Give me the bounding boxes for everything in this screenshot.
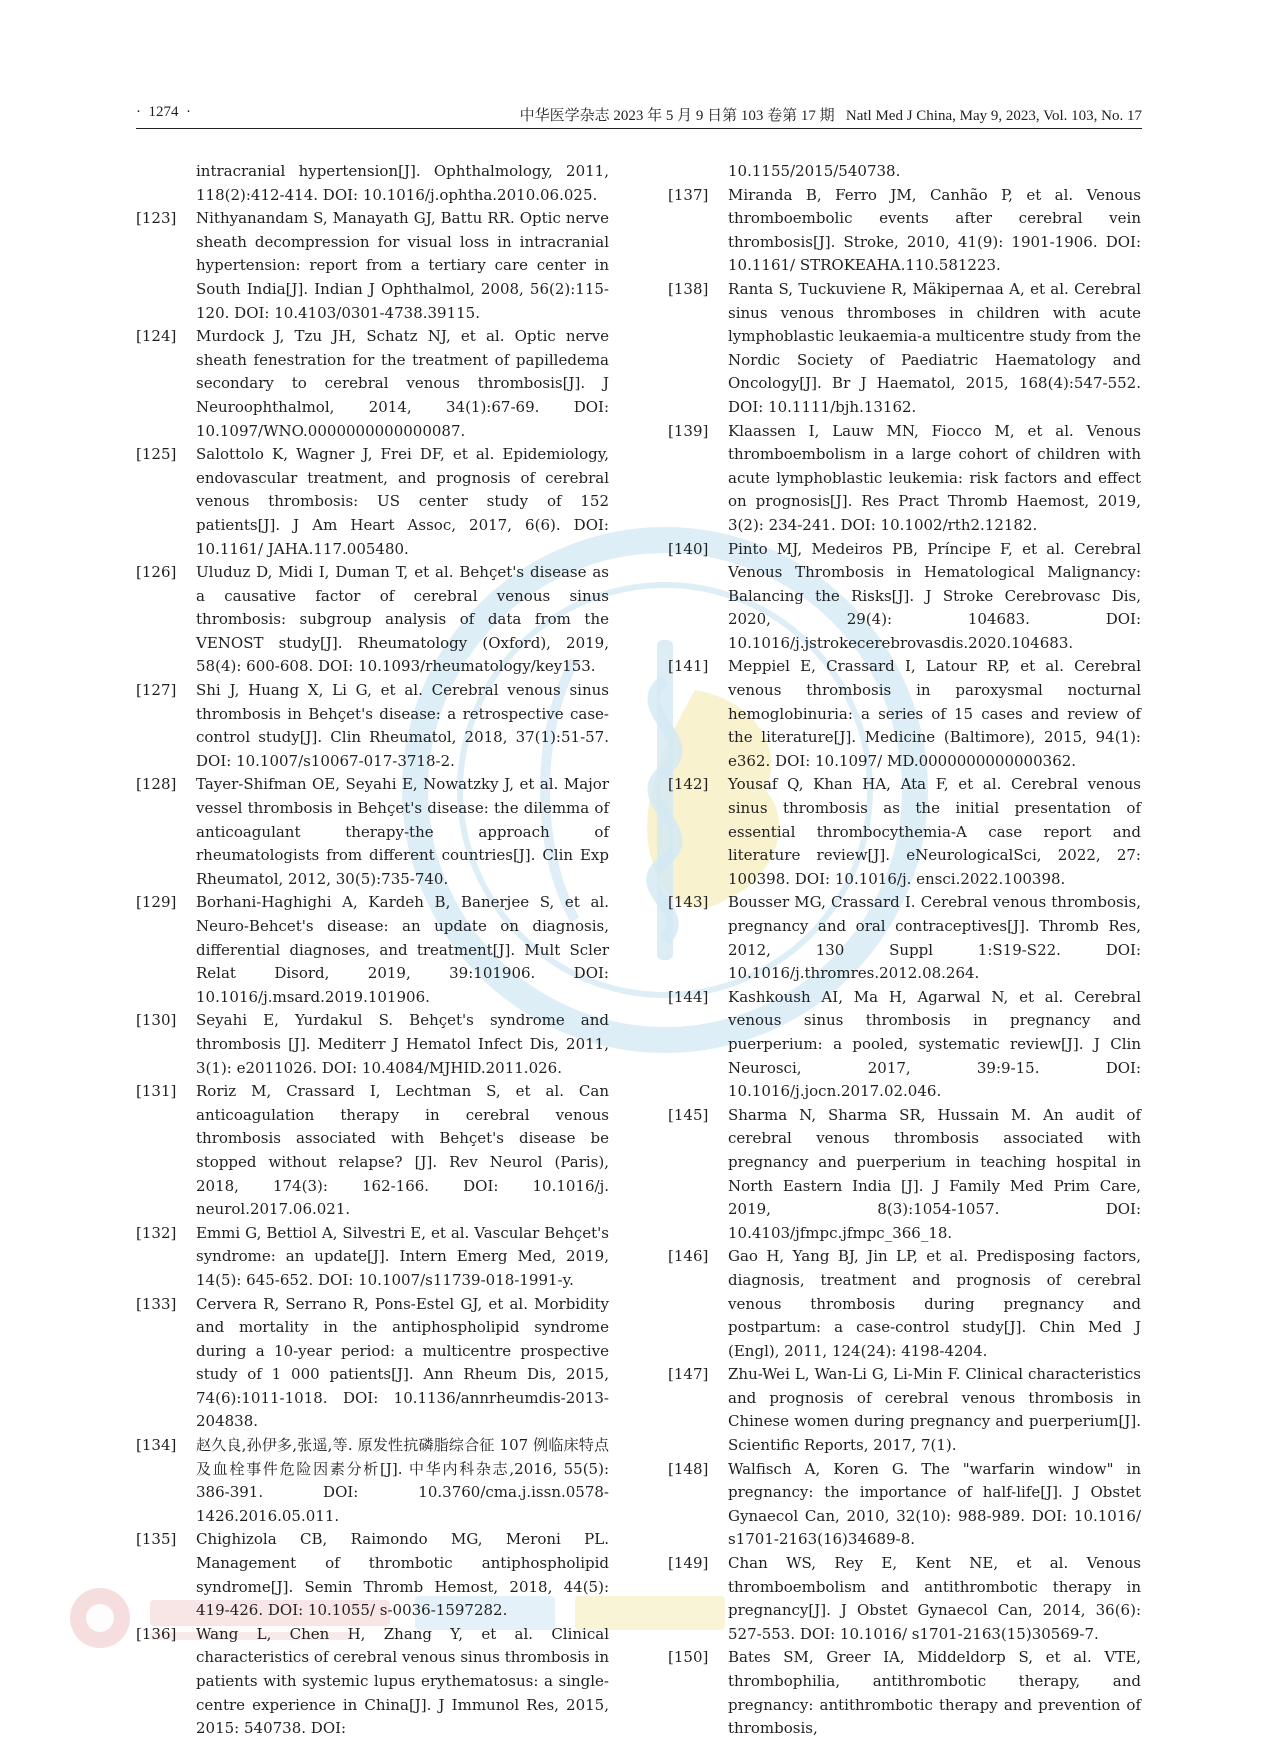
- reference-number: [133]: [136, 1294, 177, 1313]
- reference-text: Nithyanandam S, Manayath GJ, Battu RR. Optic nerve sheath decompression for visual loss in intracranial hypertension: report from a tertiary care center in South India[J]. Indian J Ophthalmol, 2008, 56(2):115-120. DOI: 10.4103/0301-4738.39115.: [196, 209, 609, 322]
- reference-entry: [136, 443, 609, 561]
- reference-text: Zhu-Wei L, Wan-Li G, Li-Min F. Clinical characteristics and prognosis of cerebral venous thrombosis in Chinese women during pregnancy and puerperium[J]. Scientific Reports, 2017, 7(1).: [728, 1365, 1141, 1455]
- reference-entry: [668, 420, 1141, 538]
- reference-text: Seyahi E, Yurdakul S. Behçet's syndrome and thrombosis [J]. Mediterr J Hematol Infect Dis, 2011, 3(1): e2011026. DOI: 10.4084/MJHID.2011.026.: [196, 1011, 609, 1077]
- reference-entry: [668, 278, 1141, 420]
- reference-entry: [136, 325, 609, 443]
- reference-text: Walfisch A, Koren G. The "warfarin window" in pregnancy: the importance of half-life[J]. J Obstet Gynaecol Can, 2010, 32(10): 988-989. DOI: 10.1016/ s1701-2163(16)34689-8.: [728, 1459, 1141, 1549]
- reference-text: Gao H, Yang BJ, Jin LP, et al. Predisposing factors, diagnosis, treatment and prognosis of cerebral venous thrombosis during pregnancy and postpartum: a case-control study[J]. Chin Med J (Engl), 2011, 124(24): 4198-4204.: [728, 1247, 1141, 1360]
- journal-citation: [520, 104, 1142, 125]
- reference-text: Shi J, Huang X, Li G, et al. Cerebral venous sinus thrombosis in Behçet's disease: a retrospective case-control study[J]. Clin Rheumatol, 2018, 37(1):51-57. DOI: 10.1007/s10067-017-3718-2.: [196, 681, 609, 770]
- reference-text: Ranta S, Tuckuviene R, Mäkipernaa A, et al. Cerebral sinus venous thromboses in children with acute lymphoblastic leukaemia-a multicentre study from the Nordic Society of Paediatric Haematology and Oncology[J]. Br J Haematol, 2015, 168(4):547-552. DOI: 10.1111/bjh.13162.: [728, 279, 1141, 416]
- reference-entry: [668, 1363, 1141, 1457]
- reference-number: [139]: [668, 421, 709, 440]
- reference-number: [124]: [136, 327, 177, 346]
- reference-entry: [668, 1245, 1141, 1363]
- reference-number: [130]: [136, 1011, 177, 1030]
- reference-number: [123]: [136, 209, 177, 228]
- reference-entry: [136, 561, 609, 679]
- reference-number: [147]: [668, 1365, 709, 1384]
- reference-text: Wang L, Chen H, Zhang Y, et al. Clinical characteristics of cerebral venous sinus thrombosis in patients with systemic lupus erythematosus: a single-centre experience in China[J]. J Immunol Res, 2015, 2015: 540738. DOI:: [196, 1624, 609, 1738]
- reference-number: [137]: [668, 185, 709, 204]
- reference-text: Chan WS, Rey E, Kent NE, et al. Venous thromboembolism and antithrombotic therapy in pregnancy[J]. J Obstet Gynaecol Can, 2014, 36(6): 527-553. DOI: 10.1016/ s1701-2163(15)30569-7.: [728, 1554, 1141, 1643]
- reference-entry: [668, 1104, 1141, 1246]
- reference-entry: [668, 773, 1141, 891]
- reference-number: [129]: [136, 893, 177, 912]
- reference-number: [131]: [136, 1082, 177, 1101]
- reference-entry: [136, 1080, 609, 1222]
- reference-text: 10.1155/2015/540738.: [728, 162, 901, 180]
- reference-text: Tayer-Shifman OE, Seyahi E, Nowatzky J, et al. Major vessel thrombosis in Behçet's disease: the dilemma of anticoagulant therapy-the approach of rheumatologists from different countries[J]. Clin Exp Rheumatol, 2012, 30(5):735-740.: [196, 775, 609, 888]
- reference-entry: [668, 160, 1141, 184]
- reference-number: [134]: [136, 1436, 177, 1455]
- reference-number: [138]: [668, 279, 709, 298]
- reference-text: Kashkoush AI, Ma H, Agarwal N, et al. Cerebral venous sinus thrombosis in pregnancy and puerperium: a pooled, systematic review[J]. J Clin Neurosci, 2017, 39:9-15. DOI: 10.1016/j.jocn.2017.02.046.: [728, 987, 1141, 1101]
- reference-text: Bousser MG, Crassard I. Cerebral venous thrombosis, pregnancy and oral contraceptives[J]. Thromb Res, 2012, 130 Suppl 1:S19-S22. DOI: 10.1016/j.thromres.2012.08.264.: [728, 893, 1141, 983]
- reference-text: Klaassen I, Lauw MN, Fiocco M, et al. Venous thromboembolism in a large cohort of children with acute lymphoblastic leukemia: risk factors and effect on prognosis[J]. Res Pract Thromb Haemost, 2019, 3(2): 234-241. DOI: 10.1002/rth2.12182.: [728, 421, 1141, 534]
- reference-text: Pinto MJ, Medeiros PB, Príncipe F, et al. Cerebral Venous Thrombosis in Hematological Malignancy: Balancing the Risks[J]. J Stroke Cerebrovasc Dis, 2020, 29(4): 104683. DOI: 10.1016/j.jstrokecerebrovasdis.2020.104683.: [728, 539, 1141, 652]
- reference-number: [127]: [136, 681, 177, 700]
- reference-number: [146]: [668, 1247, 709, 1266]
- reference-text: Bates SM, Greer IA, Middeldorp S, et al. VTE, thrombophilia, antithrombotic therapy, and pregnancy: antithrombotic therapy and prevention of thrombosis,: [728, 1648, 1141, 1738]
- reference-text: Miranda B, Ferro JM, Canhão P, et al. Venous thromboembolic events after cerebral vein thrombosis[J]. Stroke, 2010, 41(9): 1901-1906. DOI: 10.1161/ STROKEAHA.110.581223.: [728, 185, 1141, 275]
- reference-number: [142]: [668, 775, 709, 794]
- reference-text: Sharma N, Sharma SR, Hussain M. An audit of cerebral venous thrombosis associated with pregnancy and puerperium in teaching hospital in North Eastern India [J]. J Family Med Prim Care, 2019, 8(3):1054-1057. DOI: 10.4103/jfmpc.jfmpc_366_18.: [728, 1105, 1141, 1242]
- reference-text: Roriz M, Crassard I, Lechtman S, et al. Can anticoagulation therapy in cerebral venous thrombosis associated with Behçet's disease be stopped without relapse? [J]. Rev Neurol (Paris), 2018, 174(3): 162-166. DOI: 10.1016/j. neurol.2017.06.021.: [196, 1082, 609, 1219]
- reference-entry: [668, 655, 1141, 773]
- reference-text: Chighizola CB, Raimondo MG, Meroni PL. Management of thrombotic antiphospholipid syndrome[J]. Semin Thromb Hemost, 2018, 44(5): 419-426. DOI: 10.1055/ s-0036-1597282.: [196, 1530, 609, 1620]
- reference-entry: [668, 1458, 1141, 1552]
- reference-entry: [136, 160, 609, 207]
- reference-text: Salottolo K, Wagner J, Frei DF, et al. Epidemiology, endovascular treatment, and prognosis of cerebral venous thrombosis: US center study of 152 patients[J]. J Am Heart Assoc, 2017, 6(6). DOI: 10.1161/ JAHA.117.005480.: [196, 445, 609, 558]
- reference-text: Meppiel E, Crassard I, Latour RP, et al. Cerebral venous thrombosis in paroxysmal nocturnal hemoglobinuria: a series of 15 cases and review of the literature[J]. Medicine (Baltimore), 2015, 94(1): e362. DOI: 10.1097/ MD.0000000000000362.: [728, 657, 1141, 770]
- reference-text: Murdock J, Tzu JH, Schatz NJ, et al. Optic nerve sheath fenestration for the treatment of papilledema secondary to cerebral venous thrombosis[J]. J Neuroophthalmol, 2014, 34(1):67-69. DOI: 10.1097/WNO.0000000000000087.: [196, 327, 609, 440]
- running-header: [136, 104, 1142, 129]
- reference-entry: [668, 538, 1141, 656]
- reference-text: Borhani-Haghighi A, Kardeh B, Banerjee S, et al. Neuro-Behcet's disease: an update on diagnosis, differential diagnoses, and treatment[J]. Mult Scler Relat Disord, 2019, 39:101906. DOI: 10.1016/j.msard.2019.101906.: [196, 893, 609, 1006]
- reference-entry: [668, 1646, 1141, 1740]
- reference-number: [126]: [136, 563, 177, 582]
- reference-entry: [136, 1222, 609, 1293]
- reference-entry: [136, 1293, 609, 1435]
- reference-number: [149]: [668, 1554, 709, 1573]
- reference-entry: [136, 1528, 609, 1622]
- reference-entry: [668, 184, 1141, 278]
- page-number: · 1274 ·: [136, 104, 191, 120]
- journal-citation-en: Natl Med J China, May 9, 2023, Vol. 103, No. 17: [845, 108, 1142, 124]
- reference-entry: [136, 1009, 609, 1080]
- reference-entry: [136, 891, 609, 1009]
- reference-entry: [668, 1552, 1141, 1646]
- reference-number: [135]: [136, 1530, 177, 1549]
- reference-entry: [136, 1434, 609, 1528]
- reference-entry: [668, 891, 1141, 985]
- reference-number: [136]: [136, 1624, 177, 1643]
- reference-number: [125]: [136, 445, 177, 464]
- reference-entry: [136, 207, 609, 325]
- reference-text: Emmi G, Bettiol A, Silvestri E, et al. Vascular Behçet's syndrome: an update[J]. Intern Emerg Med, 2019, 14(5): 645-652. DOI: 10.1007/s11739-018-1991-y.: [196, 1223, 609, 1289]
- reference-text: intracranial hypertension[J]. Ophthalmology, 2011, 118(2):412-414. DOI: 10.1016/j.ophtha.2010.06.025.: [196, 162, 609, 204]
- reference-number: [145]: [668, 1105, 709, 1124]
- reference-number: [140]: [668, 539, 709, 558]
- reference-number: [148]: [668, 1459, 709, 1478]
- reference-number: [141]: [668, 657, 709, 676]
- reference-entry: [668, 986, 1141, 1104]
- journal-citation-cn: 中华医学杂志 2023 年 5 月 9 日第 103 卷第 17 期: [519, 108, 835, 124]
- reference-text: 赵久良,孙伊多,张遥,等. 原发性抗磷脂综合征 107 例临床特点及血栓事件危险因素分析[J]. 中华内科杂志,2016, 55(5): 386-391. DOI: 10.3760/cma.j.issn.0578-1426.2016.05.011.: [196, 1436, 609, 1525]
- reference-text: Yousaf Q, Khan HA, Ata F, et al. Cerebral venous sinus thrombosis as the initial presentation of essential thrombocythemia-A case report and literature review[J]. eNeurologicalSci, 2022, 27: 100398. DOI: 10.1016/j. ensci.2022.100398.: [728, 775, 1141, 888]
- right-column-references: [668, 160, 1141, 1741]
- reference-entry: [136, 679, 609, 773]
- reference-text: Cervera R, Serrano R, Pons-Estel GJ, et al. Morbidity and mortality in the antiphospholipid syndrome during a 10-year period: a multicentre prospective study of 1 000 patients[J]. Ann Rheum Dis, 2015, 74(6):1011-1018. DOI: 10.1136/annrheumdis-2013-204838.: [196, 1294, 609, 1431]
- reference-number: [143]: [668, 893, 709, 912]
- reference-number: [132]: [136, 1223, 177, 1242]
- reference-entry: [136, 773, 609, 891]
- reference-number: [150]: [668, 1648, 709, 1667]
- reference-entry: [136, 1623, 609, 1741]
- left-column-references: [136, 160, 609, 1741]
- reference-number: [144]: [668, 987, 709, 1006]
- reference-number: [128]: [136, 775, 177, 794]
- reference-text: Uluduz D, Midi I, Duman T, et al. Behçet's disease as a causative factor of cerebral venous sinus thrombosis: subgroup analysis of data from the VENOST study[J]. Rheumatology (Oxford), 2019, 58(4): 600-608. DOI: 10.1093/rheumatology/key153.: [196, 563, 609, 676]
